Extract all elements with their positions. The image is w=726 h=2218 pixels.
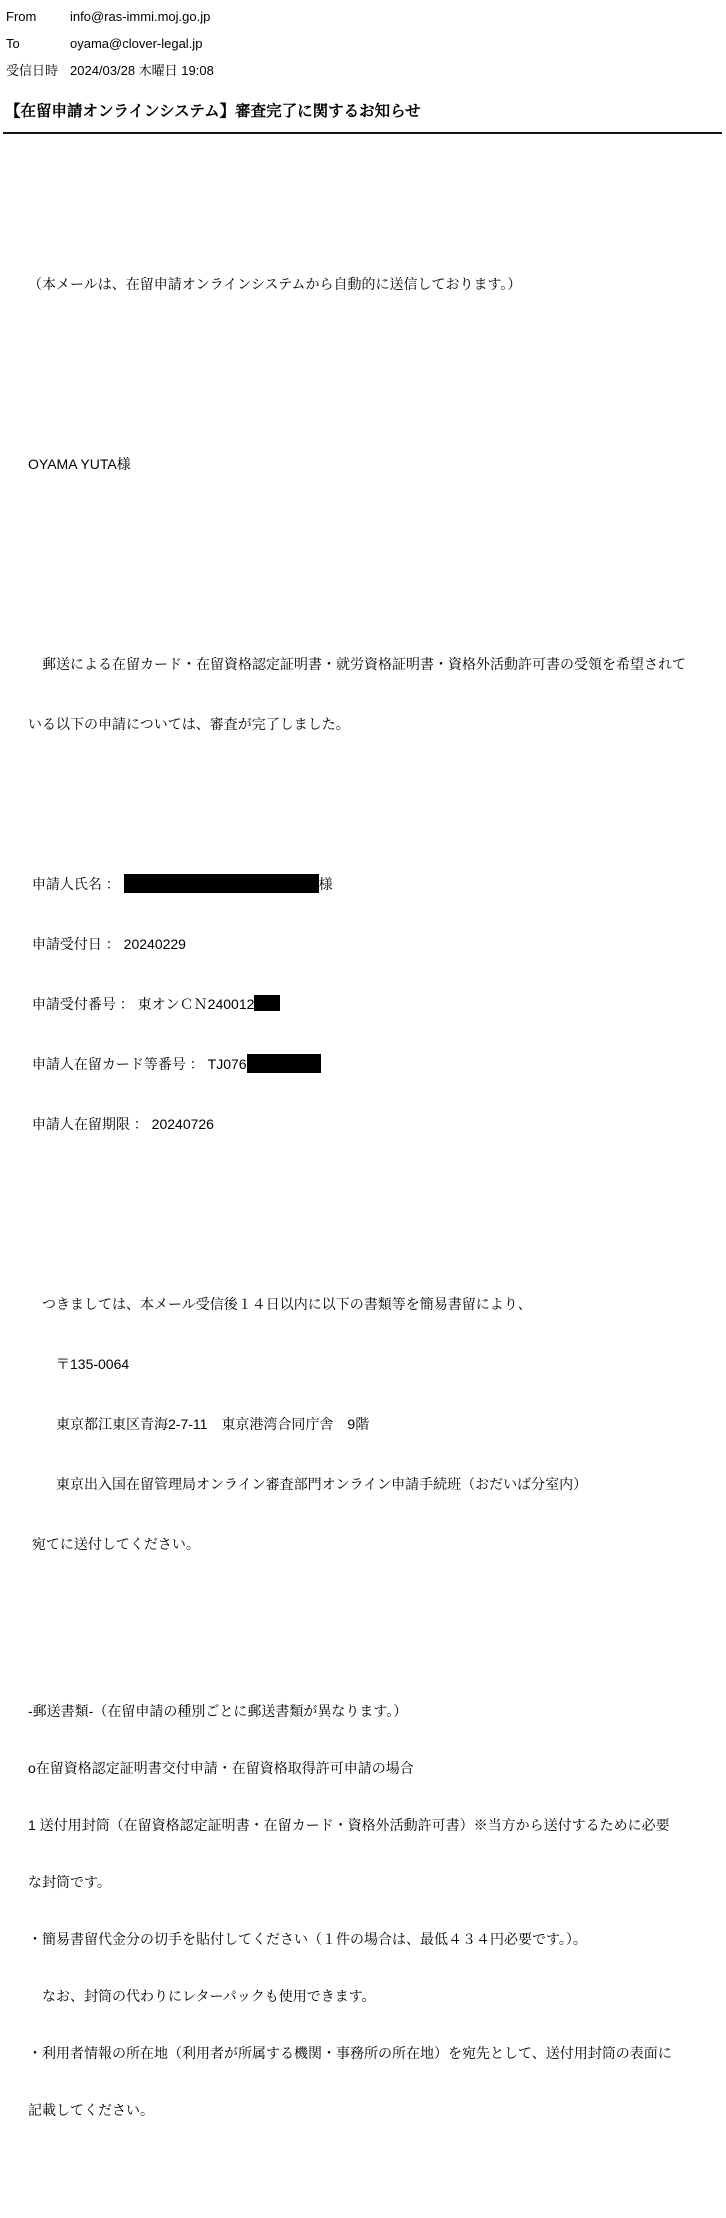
- intro-line: いる以下の申請については、審査が完了しました。: [28, 716, 350, 732]
- application-number-value: 東オンＣＮ240012: [137, 996, 255, 1012]
- documents-heading: -郵送書類-（在留申請の種別ごとに郵送書類が異なります。）: [28, 1703, 408, 1719]
- residence-card-number-label: 申請人在留カード等番号 ：: [28, 1056, 208, 1072]
- to-row: [6, 35, 726, 62]
- redacted-application-number: [254, 995, 280, 1011]
- application-date-label: 申請受付日 ：: [28, 936, 124, 952]
- intro-line: 郵送による在留カード・在留資格認定証明書・就労資格証明書・資格外活動許可書の受領を希望されて: [28, 656, 686, 672]
- documents-item-line: な封筒です。: [28, 1874, 111, 1890]
- mailing-documents-section: [28, 1664, 726, 2158]
- documents-note-line: ・利用者情報の所在地（利用者が所属する機関・事務所の所在地）を宛先として、送付用封筒の表面に: [28, 2045, 672, 2061]
- residence-card-number-value: TJ076: [207, 1056, 247, 1072]
- instruction-line: 宛てに送付してください。: [28, 1536, 200, 1552]
- postal-code-line: 〒135-0064: [28, 1356, 130, 1372]
- applicant-name-label: 申請人氏名 ：: [28, 876, 124, 892]
- application-number-label: 申請受付番号 ：: [28, 996, 138, 1012]
- to-label: To: [6, 36, 20, 51]
- received-date-label: 受信日時: [6, 63, 59, 78]
- residence-deadline-row: [28, 1114, 726, 1134]
- residence-card-number-row: [28, 1054, 726, 1074]
- from-label: From: [6, 9, 37, 24]
- applicant-name-row: [28, 874, 726, 894]
- address-line: 東京都江東区青海2-7-11 東京港湾合同庁舎 9階: [28, 1416, 370, 1432]
- mailing-instruction: [28, 1254, 726, 1594]
- email-subject: 【在留申請オンラインシステム】審査完了に関するお知らせ: [5, 103, 421, 120]
- intro-paragraph: [28, 614, 726, 774]
- documents-note-line: 記載してください。: [28, 2102, 154, 2118]
- email-body: [28, 174, 726, 2218]
- documents-case-line: o在留資格認定証明書交付申請・在留資格取得許可申請の場合: [28, 1760, 414, 1776]
- applicant-name-suffix: 様: [318, 876, 333, 892]
- redacted-applicant-name: [124, 874, 319, 893]
- redacted-card-number: [247, 1054, 321, 1073]
- instruction-line: つきましては、本メール受信後１４日以内に以下の書類等を簡易書留により、: [28, 1296, 532, 1312]
- documents-note-line: なお、封筒の代わりにレターパックも使用できます。: [28, 1988, 376, 2004]
- header-divider: [3, 132, 722, 134]
- residence-deadline-label: 申請人在留期限 ：: [28, 1116, 152, 1132]
- residence-deadline-value: 20240726: [151, 1116, 214, 1132]
- email-meta-header: [0, 0, 726, 89]
- application-fields: [28, 834, 726, 1174]
- office-name-line: 東京出入国在留管理局オンライン審査部門オンライン申請手続班（おだいば分室内）: [28, 1476, 588, 1492]
- received-date-row: [6, 62, 726, 89]
- from-address: info@ras-immi.moj.go.jp: [70, 9, 211, 24]
- application-date-row: [28, 934, 726, 954]
- application-number-row: [28, 994, 726, 1014]
- to-address: oyama@clover-legal.jp: [70, 36, 203, 51]
- recipient-name: OYAMA YUTA様: [28, 456, 131, 472]
- received-date-value: 2024/03/28 木曜日 19:08: [70, 63, 214, 78]
- from-row: [6, 8, 726, 35]
- application-date-value: 20240229: [123, 936, 186, 952]
- auto-send-note: （本メールは、在留申請オンラインシステムから自動的に送信しております。）: [28, 276, 522, 292]
- documents-item-line: 1 送付用封筒（在留資格認定証明書・在留カード・資格外活動許可書）※当方から送付するために必要: [28, 1817, 670, 1833]
- documents-note-line: ・簡易書留代金分の切手を貼付してください（１件の場合は、最低４３４円必要です。）。: [28, 1931, 587, 1947]
